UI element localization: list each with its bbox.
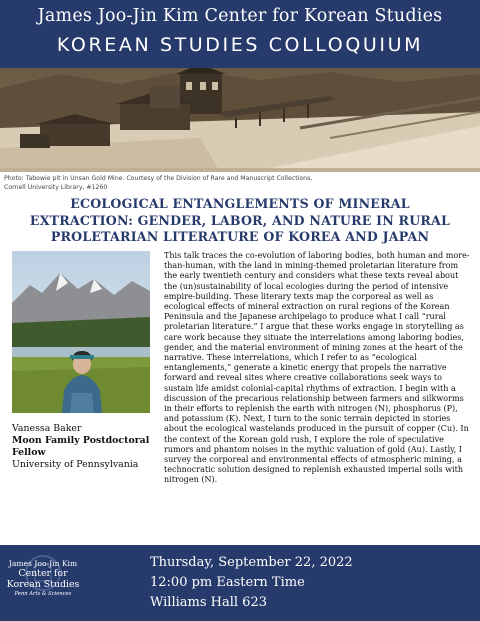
header-banner bbox=[0, 0, 480, 68]
talk-title-line2: EXTRACTION: GENDER, LABOR, AND NATURE IN RURAL bbox=[29, 212, 451, 228]
speaker-role: Moon Family Postdoctoral Fellow bbox=[12, 435, 150, 458]
photo-caption-line2: Cornell University Library, #1260 bbox=[4, 184, 108, 191]
photo-caption bbox=[4, 174, 424, 192]
center-name: James Joo-Jin Kim Center for Korean Studies bbox=[37, 6, 443, 26]
talk-title-line3: PROLETARIAN LITERATURE OF KOREA AND JAPAN bbox=[50, 229, 430, 244]
series-title: KOREAN STUDIES COLLOQUIUM bbox=[56, 34, 424, 56]
speaker-photo bbox=[12, 251, 150, 413]
talk-abstract: This talk traces the co-evolution of laboring bodies, both human and more-than-human, with the land in mining-themed proletarian literature from the early twentieth century and considers what these texts reveal about the (un)sustainability of local ecologies during the period of intensive empire-building. These literary texts map the corporeal as well as ecological effects of mineral extraction on rural regions of the Korean Peninsula and the Japanese archipelago to produce what I call “rural proletarian literature.” I argue that these works engage in storytelling as care work because they situate the interrelations among laboring bodies, gender, and the material environment of mining zones at the heart of the narrative. These interrelations, which I refer to as “ecological entanglements,” generate a kinetic energy that propels the narrative forward and reveal sites where creative collaborations seek ways to sustain life amidst colonial-capital rhythms of extraction. I begin with a discussion of the precarious relationship between farmers and silkworms in their efforts to replenish the earth with nitrogen (N), phosphorus (P), and potassium (K). Next, I turn to the sonic terrain depicted in stories about the ecological wastelands produced in the pursuit of copper (Cu). In the context of the Korean gold rush, I explore the role of speculative rumors and phantom noises in the mythic valuation of gold (Au). Lastly, I survey the corporeal and environmental effects of atmospheric mining, a technocratic solution designed to replenish exhausted imperial soils with nitrogen (N). bbox=[164, 251, 470, 485]
speaker-name: Vanessa Baker bbox=[12, 423, 82, 434]
speaker-info bbox=[12, 423, 152, 471]
photo-caption-line1: Photo: Tabowie pit in Unsan Gold Mine. Courtesy of the Division of Rare and Manuscript Collections, bbox=[4, 175, 313, 182]
logo-line2: Center for bbox=[18, 568, 68, 579]
event-date: Thursday, September 22, 2022 bbox=[150, 555, 353, 570]
logo-line1: James Joo-Jin Kim bbox=[8, 559, 78, 568]
talk-title bbox=[8, 196, 472, 246]
event-details bbox=[150, 553, 470, 613]
logo-line4: Penn Arts & Sciences bbox=[14, 591, 72, 597]
event-location: Williams Hall 623 bbox=[150, 595, 267, 610]
mine-photo bbox=[0, 68, 480, 172]
speaker-affiliation: University of Pennsylvania bbox=[12, 459, 139, 470]
center-logo bbox=[4, 553, 82, 613]
footer-banner bbox=[0, 545, 480, 621]
talk-title-line1: ECOLOGICAL ENTANGLEMENTS OF MINERAL bbox=[70, 196, 410, 211]
logo-line3: Korean Studies bbox=[6, 579, 80, 590]
event-time: 12:00 pm Eastern Time bbox=[150, 575, 305, 590]
